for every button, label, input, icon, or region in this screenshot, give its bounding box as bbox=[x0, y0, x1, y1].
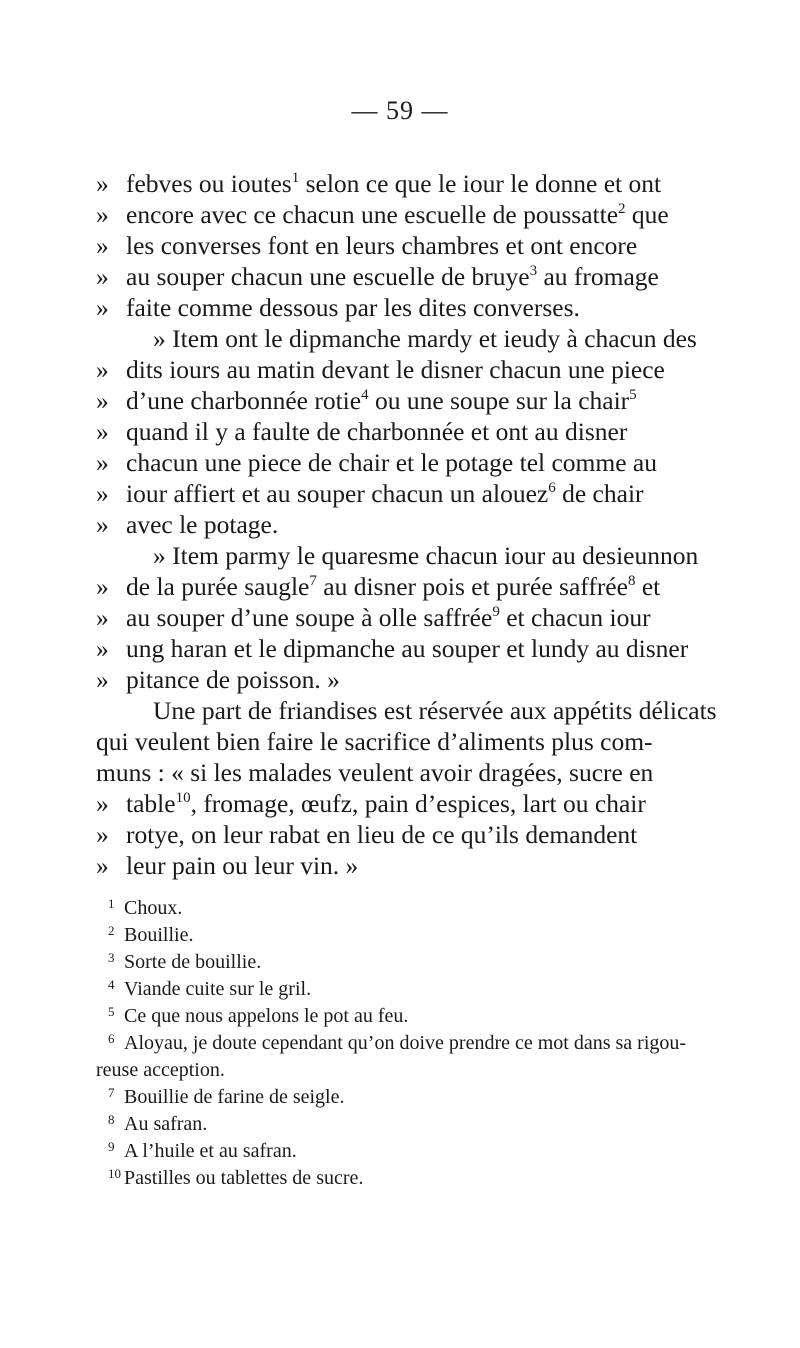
text-line bbox=[0, 168, 800, 199]
line-segment: leur pain ou leur vin. » bbox=[126, 851, 359, 880]
text-line bbox=[0, 788, 800, 819]
footnote-number: 7 bbox=[108, 1085, 115, 1100]
text-line bbox=[0, 447, 800, 478]
text-line bbox=[0, 230, 800, 261]
line-segment: les converses font en leurs chambres et ont encore bbox=[126, 231, 638, 260]
quote-mark: » bbox=[96, 634, 109, 663]
footnote-number: 5 bbox=[108, 1004, 115, 1019]
text-line bbox=[0, 602, 800, 633]
line-segment: dits iours au matin devant le disner chacun une piece bbox=[126, 355, 665, 384]
quote-mark: » bbox=[96, 169, 109, 198]
line-text bbox=[126, 509, 278, 540]
quote-mark: » bbox=[96, 851, 109, 880]
quote-mark: » bbox=[96, 200, 109, 229]
line-text bbox=[126, 602, 651, 633]
line-segment: iour affiert et au souper chacun un alouez bbox=[126, 479, 549, 508]
line-text bbox=[126, 850, 358, 881]
text-line bbox=[0, 695, 800, 726]
footnote bbox=[0, 1165, 800, 1192]
line-text bbox=[126, 664, 340, 695]
footnote-ref: 2 bbox=[618, 201, 626, 217]
footnote-ref: 6 bbox=[548, 480, 556, 496]
quote-mark: » bbox=[96, 231, 109, 260]
quote-mark: » bbox=[96, 665, 109, 694]
footnote-ref: 5 bbox=[629, 387, 637, 403]
line-segment: muns : « si les malades veulent avoir dragées, sucre en bbox=[96, 758, 654, 787]
quote-mark: » bbox=[96, 789, 109, 818]
line-segment: encore avec ce chacun une escuelle de poussatte bbox=[126, 200, 619, 229]
footnote-ref: 4 bbox=[361, 387, 369, 403]
line-segment: table bbox=[126, 789, 176, 818]
footnote bbox=[0, 1111, 800, 1138]
line-text bbox=[126, 478, 644, 509]
line-text bbox=[126, 416, 627, 447]
line-text bbox=[153, 323, 697, 354]
body-text bbox=[0, 168, 800, 881]
footnote-number: 9 bbox=[108, 1139, 115, 1154]
line-segment: selon ce que le iour le donne et ont bbox=[299, 169, 662, 198]
text-line bbox=[0, 571, 800, 602]
footnote-text: Pastilles ou tablettes de sucre. bbox=[124, 1167, 364, 1189]
line-text bbox=[126, 633, 688, 664]
line-segment: » Item ont le dipmanche mardy et ieudy à chacun des bbox=[153, 324, 697, 353]
quote-mark: » bbox=[96, 603, 109, 632]
footnote-text: Aloyau, je doute cependant qu’on doive prendre ce mot dans sa rigou- bbox=[124, 1032, 687, 1054]
quote-mark: » bbox=[96, 510, 109, 539]
text-line bbox=[0, 726, 800, 757]
text-line bbox=[0, 540, 800, 571]
footnote bbox=[0, 1084, 800, 1111]
line-text bbox=[126, 168, 661, 199]
footnote-ref: 3 bbox=[529, 263, 538, 279]
line-text bbox=[126, 354, 665, 385]
footnote-text: Bouillie. bbox=[124, 924, 194, 946]
line-segment: , fromage, œufz, pain d’espices, lart ou chair bbox=[190, 789, 646, 818]
quote-mark: » bbox=[96, 262, 109, 291]
line-segment: que bbox=[625, 200, 669, 229]
line-segment: chacun une piece de chair et le potage tel comme au bbox=[126, 448, 657, 477]
line-text bbox=[126, 788, 646, 819]
footnote-text: Sorte de bouillie. bbox=[124, 951, 262, 973]
text-line bbox=[0, 323, 800, 354]
line-segment: au souper chacun une escuelle de bruye bbox=[126, 262, 530, 291]
page-number: — 59 — bbox=[351, 96, 449, 125]
quote-mark: » bbox=[96, 386, 109, 415]
quote-mark: » bbox=[96, 417, 109, 446]
line-text bbox=[153, 695, 717, 726]
footnote-ref: 8 bbox=[627, 573, 636, 589]
footnote-text: Au safran. bbox=[124, 1113, 208, 1135]
footnote-number: 2 bbox=[108, 923, 115, 938]
text-line bbox=[0, 509, 800, 540]
text-line bbox=[0, 664, 800, 695]
line-segment: au souper d’une soupe à olle saffrée bbox=[126, 603, 493, 632]
quote-mark: » bbox=[96, 448, 109, 477]
quote-mark: » bbox=[96, 479, 109, 508]
footnote bbox=[0, 1057, 800, 1084]
text-line bbox=[0, 385, 800, 416]
quote-mark: » bbox=[96, 355, 109, 384]
text-line bbox=[0, 757, 800, 788]
line-segment: de la purée saugle bbox=[126, 572, 310, 601]
text-line bbox=[0, 199, 800, 230]
text-line bbox=[0, 261, 800, 292]
line-text bbox=[126, 385, 637, 416]
line-segment: ou une soupe sur la chair bbox=[368, 386, 630, 415]
footnote-number: 10 bbox=[108, 1166, 121, 1181]
text-line bbox=[0, 850, 800, 881]
line-segment: et chacun iour bbox=[499, 603, 651, 632]
line-text bbox=[96, 757, 653, 788]
line-segment: ung haran et le dipmanche au souper et lundy au disner bbox=[126, 634, 689, 663]
footnote bbox=[0, 976, 800, 1003]
line-segment: avec le potage. bbox=[126, 510, 279, 539]
line-segment: au fromage bbox=[537, 262, 659, 291]
line-segment: d’une charbonnée rotie bbox=[126, 386, 362, 415]
footnote-number: 4 bbox=[108, 977, 115, 992]
footnote-ref: 1 bbox=[291, 170, 300, 186]
footnote-number: 3 bbox=[108, 950, 115, 965]
line-text bbox=[126, 261, 659, 292]
line-segment: qui veulent bien faire le sacrifice d’aliments plus com- bbox=[96, 727, 653, 756]
footnote-text: Bouillie de farine de seigle. bbox=[124, 1086, 345, 1108]
footnote bbox=[0, 1003, 800, 1030]
line-segment: » Item parmy le quaresme chacun iour au desieunnon bbox=[153, 541, 699, 570]
quote-mark: » bbox=[96, 293, 109, 322]
line-text bbox=[126, 199, 669, 230]
footnote-text: Ce que nous appelons le pot au feu. bbox=[124, 1005, 409, 1027]
text-line bbox=[0, 819, 800, 850]
line-segment: febves ou ioutes bbox=[126, 169, 292, 198]
line-segment: pitance de poisson. » bbox=[126, 665, 340, 694]
line-segment: au disner pois et purée saffrée bbox=[316, 572, 628, 601]
footnote-ref: 10 bbox=[175, 790, 191, 806]
text-line bbox=[0, 292, 800, 323]
line-text bbox=[126, 447, 657, 478]
line-text bbox=[153, 540, 698, 571]
footnotes bbox=[0, 895, 800, 1192]
line-segment: et bbox=[635, 572, 661, 601]
footnote-number: 6 bbox=[108, 1031, 115, 1046]
text-line bbox=[0, 633, 800, 664]
line-segment: rotye, on leur rabat en lieu de ce qu’ils demandent bbox=[126, 820, 638, 849]
footnote-number: 1 bbox=[108, 896, 115, 911]
footnote-text: reuse acception. bbox=[96, 1059, 225, 1081]
quote-mark: » bbox=[96, 572, 109, 601]
text-line bbox=[0, 478, 800, 509]
footnote-text: Viande cuite sur le gril. bbox=[124, 978, 312, 1000]
quote-mark: » bbox=[96, 820, 109, 849]
text-line bbox=[0, 416, 800, 447]
line-text bbox=[96, 726, 653, 757]
line-segment: quand il y a faulte de charbonnée et ont au disner bbox=[126, 417, 628, 446]
footnote bbox=[0, 1030, 800, 1057]
line-text bbox=[126, 230, 637, 261]
line-text bbox=[126, 571, 660, 602]
line-text bbox=[126, 292, 580, 323]
line-text bbox=[126, 819, 637, 850]
footnote-ref: 9 bbox=[492, 604, 500, 620]
footnote bbox=[0, 949, 800, 976]
line-segment: Une part de friandises est réservée aux appétits délicats bbox=[153, 696, 717, 725]
footnote-text: Choux. bbox=[124, 897, 183, 919]
line-segment: de chair bbox=[555, 479, 644, 508]
line-segment: faite comme dessous par les dites converses. bbox=[126, 293, 580, 322]
footnote bbox=[0, 895, 800, 922]
footnote-ref: 7 bbox=[309, 573, 317, 589]
footnote-number: 8 bbox=[108, 1112, 115, 1127]
footnote bbox=[0, 922, 800, 949]
text-line bbox=[0, 354, 800, 385]
footnote-text: A l’huile et au safran. bbox=[124, 1140, 297, 1162]
